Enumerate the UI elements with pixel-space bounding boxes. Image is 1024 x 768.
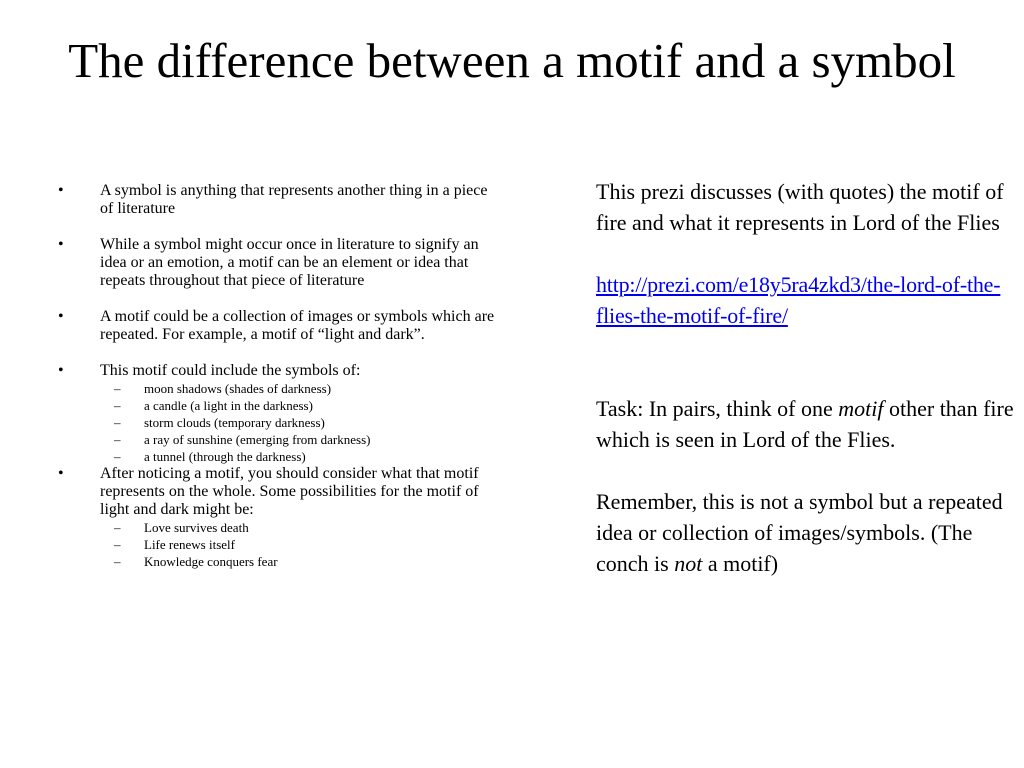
dash-marker: –	[114, 381, 121, 396]
bullet-text: A symbol is anything that represents another thing in a piece of literature	[100, 182, 488, 217]
sub-bullet-text: Love survives death	[144, 520, 249, 535]
dash-marker: –	[114, 554, 121, 569]
slide-title: The difference between a motif and a symbol	[68, 33, 956, 88]
bullet-text: While a symbol might occur once in literature to signify an idea or an emotion, a motif can be an element or idea that repeats throughout that piece of literature	[100, 236, 479, 289]
bullet-marker: •	[58, 465, 64, 482]
dash-marker: –	[114, 398, 121, 413]
sub-bullet-text: Life renews itself	[144, 537, 235, 552]
sub-bullet-item	[58, 448, 503, 465]
paragraph-spacer	[596, 455, 1016, 486]
bullet-text: This motif could include the symbols of:	[100, 362, 361, 379]
remember-emphasis: not	[674, 551, 703, 576]
sub-bullet-item	[58, 380, 503, 397]
dash-marker: –	[114, 415, 121, 430]
task-prefix: Task: In pairs, think of one	[596, 396, 839, 421]
task-paragraph	[596, 393, 1016, 455]
bullet-marker: •	[58, 362, 64, 379]
bullet-item	[58, 362, 503, 380]
sub-bullet-item	[58, 431, 503, 448]
prezi-description: This prezi discusses (with quotes) the motif of fire and what it represents in Lord of the Flies	[596, 179, 1004, 235]
sub-bullet-text: a candle (a light in the darkness)	[144, 398, 313, 413]
sub-bullet-item	[58, 553, 503, 570]
bullet-marker: •	[58, 308, 64, 325]
left-bullet-list	[58, 182, 503, 570]
right-text-column	[596, 176, 1016, 579]
bullet-item	[58, 182, 503, 218]
bullet-text: After noticing a motif, you should consider what that motif represents on the whole. Some possibilities for the motif of light and dark might be:	[100, 465, 479, 518]
dash-marker: –	[114, 449, 121, 464]
dash-marker: –	[114, 432, 121, 447]
bullet-item	[58, 236, 503, 290]
remember-suffix: a motif)	[702, 551, 779, 576]
sub-bullet-item	[58, 536, 503, 553]
bullet-item	[58, 465, 503, 519]
paragraph-spacer	[596, 331, 1016, 393]
sub-bullet-item	[58, 397, 503, 414]
sub-bullet-text: a tunnel (through the darkness)	[144, 449, 306, 464]
remember-paragraph	[596, 486, 1016, 579]
bullet-marker: •	[58, 236, 64, 253]
prezi-link[interactable]: http://prezi.com/e18y5ra4zkd3/the-lord-of-the-flies-the-motif-of-fire/	[596, 272, 1001, 328]
task-suffix: other than fire which is seen in Lord of the Flies.	[596, 396, 1014, 452]
sub-bullet-text: storm clouds (temporary darkness)	[144, 415, 325, 430]
dash-marker: –	[114, 520, 121, 535]
dash-marker: –	[114, 537, 121, 552]
sub-bullet-item	[58, 519, 503, 536]
bullet-marker: •	[58, 182, 64, 199]
sub-bullet-text: a ray of sunshine (emerging from darkness)	[144, 432, 371, 447]
sub-bullet-text: moon shadows (shades of darkness)	[144, 381, 332, 396]
paragraph-spacer	[596, 238, 1016, 269]
task-emphasis: motif	[838, 396, 884, 421]
bullet-item	[58, 308, 503, 344]
sub-bullet-item	[58, 414, 503, 431]
bullet-text: A motif could be a collection of images or symbols which are repeated. For example, a motif of “light and dark”.	[100, 308, 495, 343]
sub-bullet-text: Knowledge conquers fear	[144, 554, 278, 569]
remember-prefix: Remember, this is not a symbol but a repeated idea or collection of images/symbols. (The conch is	[596, 489, 1003, 576]
